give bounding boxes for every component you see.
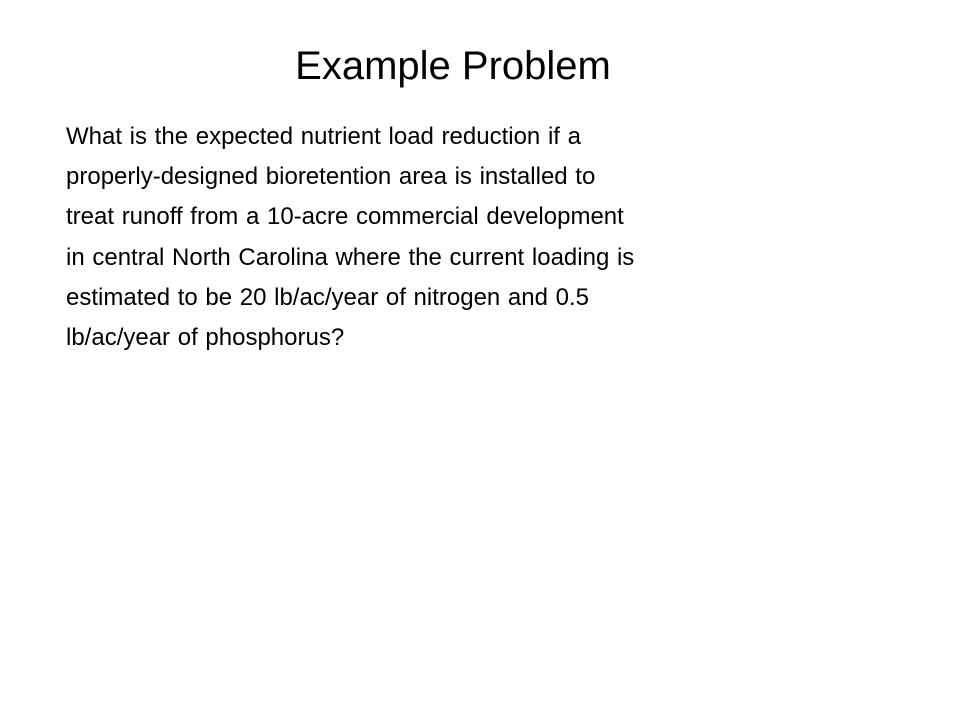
slide-title: Example Problem bbox=[295, 44, 611, 88]
body-line: estimated to be 20 lb/ac/year of nitrogen and 0.5 bbox=[66, 283, 590, 311]
body-line: lb/ac/year of phosphorus? bbox=[66, 324, 345, 352]
body-line: in central North Carolina where the current loading is bbox=[66, 243, 635, 271]
body-line: What is the expected nutrient load reduction if a bbox=[66, 123, 581, 150]
body-line: properly-designed bioretention area is installed to bbox=[66, 163, 596, 191]
body-line: treat runoff from a 10-acre commercial development bbox=[66, 203, 624, 231]
slide-body bbox=[66, 117, 866, 358]
